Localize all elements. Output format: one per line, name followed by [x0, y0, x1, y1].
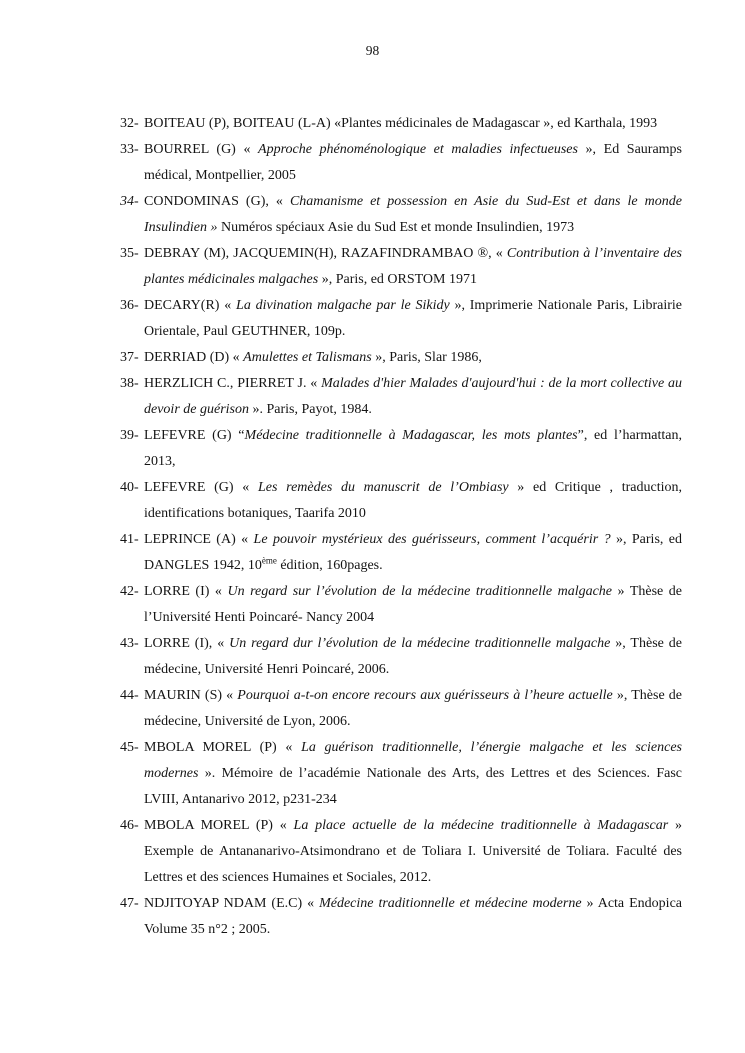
reference-number: 34- [120, 194, 139, 209]
reference-text: HERZLICH C., PIERRET J. « [144, 376, 322, 391]
reference-number: 35- [120, 246, 139, 261]
reference-entry [120, 345, 682, 371]
reference-text: NDJITOYAP NDAM (E.C) « [144, 896, 320, 911]
reference-text: » Acta Endopica Volume 35 n°2 ; 2005. [144, 896, 682, 937]
reference-entry [120, 891, 682, 943]
reference-text: », Thèse de médecine, Université de Lyon, 2006. [144, 688, 682, 729]
reference-title: Chamanisme et possession en Asie du Sud-Est et dans le monde Insulindien » [144, 194, 682, 235]
reference-text: LEFEVRE (G) « [144, 480, 258, 495]
reference-number: 42- [120, 584, 139, 599]
reference-text: LEFEVRE (G) “ [144, 428, 245, 443]
reference-title: Contribution à l’inventaire des plantes médicinales malgaches [144, 246, 682, 287]
reference-text: » Exemple de Antananarivo-Atsimondrano et de Toliara I. Université de Toliara. Faculté des Lettres et des sciences Humaines et Sociales, 2012. [144, 818, 682, 885]
reference-text: édition, 160pages. [276, 558, 383, 573]
reference-number: 32- [120, 116, 139, 131]
reference-text: », Paris, ed DANGLES 1942, 10 [144, 532, 683, 573]
reference-title: Les remèdes du manuscrit de l’Ombiasy [257, 480, 509, 495]
reference-entry [120, 475, 682, 527]
reference-text: LORRE (I), « [144, 636, 230, 651]
reference-number: 40- [120, 480, 139, 495]
reference-number: 43- [120, 636, 139, 651]
reference-entry [120, 631, 682, 683]
reference-entry [120, 241, 682, 293]
reference-text: DERRIAD (D) « [144, 350, 244, 365]
reference-text: CONDOMINAS (G), « [144, 194, 290, 209]
reference-number: 33- [120, 142, 139, 157]
reference-title: Pourquoi a-t-on encore recours aux guérisseurs à l’heure actuelle [237, 688, 613, 703]
reference-number: 37- [120, 350, 139, 365]
reference-title: Un regard sur l’évolution de la médecine traditionnelle malgache [227, 584, 613, 599]
reference-number: 38- [120, 376, 139, 391]
reference-title: Le pouvoir mystérieux des guérisseurs, comment l’acquérir ? [253, 532, 611, 547]
reference-title: La guérison traditionnelle, l’énergie malgache et les sciences modernes [144, 740, 682, 781]
reference-text: ». Mémoire de l’académie Nationale des Arts, des Lettres et des Sciences. Fasc LVIII, Antanarivo 2012, p231-234 [144, 766, 682, 807]
reference-text: » Thèse de l’Université Henti Poincaré- Nancy 2004 [144, 584, 683, 625]
reference-title: Malades d'hier Malades d'aujourd'hui : de la mort collective au devoir de guérison [144, 376, 682, 417]
reference-title: Un regard dur l’évolution de la médecine traditionnelle malgache [229, 636, 611, 651]
reference-text: ”, ed l’harmattan, 2013, [144, 428, 682, 469]
reference-entry [120, 735, 682, 813]
reference-text: BOITEAU (P), BOITEAU (L-A) «Plantes médicinales de Madagascar », ed Karthala, 1993 [144, 116, 658, 131]
reference-title: Amulettes et Talismans [243, 350, 372, 365]
reference-list [120, 111, 682, 943]
reference-title: Médecine traditionnelle à Madagascar, les mots plantes [244, 428, 578, 443]
reference-text: », Imprimerie Nationale Paris, Librairie Orientale, Paul GEUTHNER, 109p. [144, 298, 682, 339]
reference-title: Médecine traditionnelle et médecine moderne [319, 896, 582, 911]
reference-text: MBOLA MOREL (P) « [144, 740, 302, 755]
reference-text: » ed Critique , traduction, identifications botaniques, Taarifa 2010 [144, 480, 682, 521]
reference-number: 39- [120, 428, 139, 443]
reference-text: DECARY(R) « [144, 298, 237, 313]
reference-text: LEPRINCE (A) « [144, 532, 254, 547]
reference-text: ème [261, 555, 277, 566]
page-number: 98 [365, 43, 380, 58]
reference-entry [120, 111, 682, 137]
reference-text: », Thèse de médecine, Université Henri Poincaré, 2006. [144, 636, 682, 677]
reference-entry [120, 371, 682, 423]
reference-title: La place actuelle de la médecine traditionnelle à Madagascar [293, 818, 669, 833]
reference-entry [120, 137, 682, 189]
reference-number: 47- [120, 896, 139, 911]
reference-text: MBOLA MOREL (P) « [144, 818, 294, 833]
reference-number: 46- [120, 818, 139, 833]
reference-text: », Paris, Slar 1986, [371, 350, 482, 365]
reference-entry [120, 293, 682, 345]
reference-entry [120, 527, 682, 579]
reference-text: LORRE (I) « [144, 584, 228, 599]
reference-text: BOURREL (G) « [144, 142, 259, 157]
reference-text: MAURIN (S) « [144, 688, 238, 703]
reference-entry [120, 579, 682, 631]
reference-number: 41- [120, 532, 139, 547]
reference-text: DEBRAY (M), JACQUEMIN(H), RAZAFINDRAMBAO ®, « [144, 246, 507, 261]
reference-text: ». Paris, Payot, 1984. [248, 402, 372, 417]
reference-number: 45- [120, 740, 139, 755]
reference-entry [120, 813, 682, 891]
reference-number: 36- [120, 298, 139, 313]
reference-entry [120, 189, 682, 241]
reference-text: », Ed Sauramps médical, Montpellier, 2005 [144, 142, 683, 183]
reference-title: Approche phénoménologique et maladies infectueuses [258, 142, 578, 157]
reference-text: Numéros spéciaux Asie du Sud Est et monde Insulindien, 1973 [217, 220, 575, 235]
reference-entry [120, 683, 682, 735]
reference-entry [120, 423, 682, 475]
reference-text: », Paris, ed ORSTOM 1971 [318, 272, 477, 287]
reference-title: La divination malgache par le Sikidy [236, 298, 450, 313]
reference-number: 44- [120, 688, 139, 703]
